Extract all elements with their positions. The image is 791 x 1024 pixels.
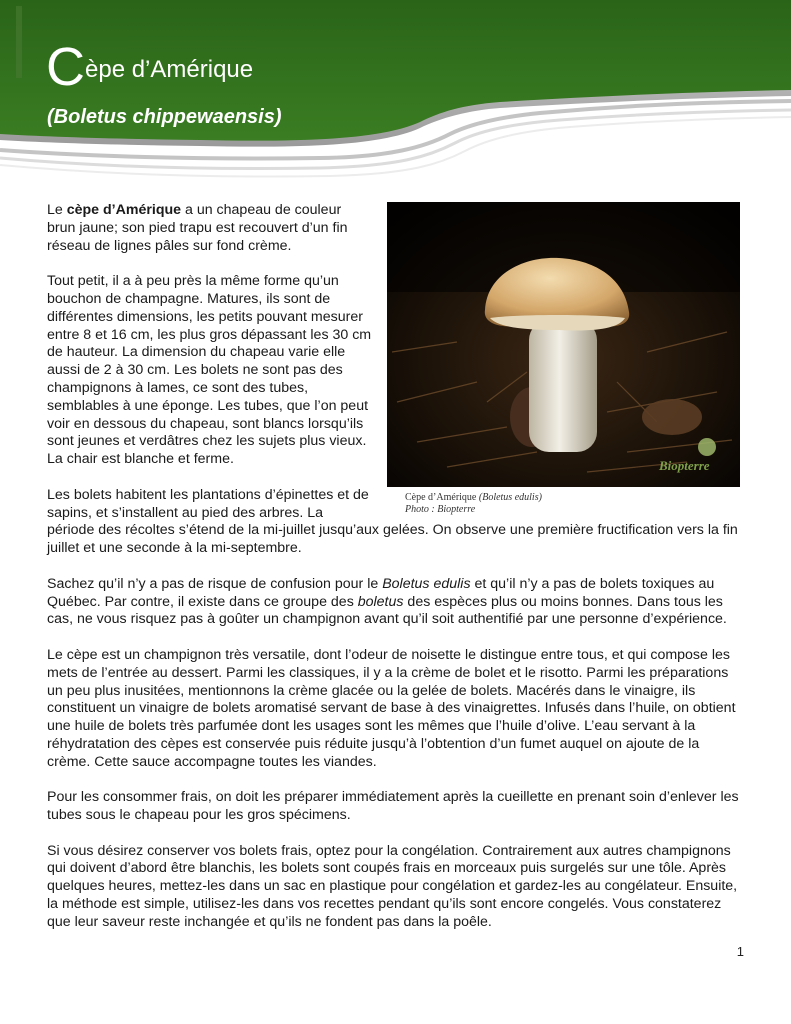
photo-watermark: Biopterre <box>659 458 710 473</box>
caption-name: Cèpe d’Amérique <box>405 492 477 503</box>
page-subtitle: (Boletus chippewaensis) <box>47 106 282 128</box>
page-number: 1 <box>736 944 744 959</box>
text-run: et qu’il n’y a pas de bolets toxiques au Québec. Par contre, il existe dans ce groupe des <box>47 575 715 610</box>
text-run: Sachez qu’il n’y a pas de risque de confusion pour le <box>47 575 383 592</box>
latin-name: Boletus edulis <box>382 575 471 592</box>
paragraph-habitat: Les bolets habitent les plantations d’épinettes et de sapins, et s’installent au pied des arbres. La période des récoltes s’étend de la mi-juillet jusqu’aux gelées. On observe une première fructification vers la fin juillet et une seconde à la mi-septembre. <box>47 486 738 557</box>
page-title <box>46 37 254 97</box>
mushroom-photo <box>387 202 740 487</box>
caption-credit: Photo : Biopterre <box>405 504 476 515</box>
mushroom-figure <box>387 202 740 516</box>
paragraph-shape: Tout petit, il a à peu près la même forme qu’un bouchon de champagne. Matures, ils sont de différentes dimensions, les petits pouvant mesurer entre 8 et 16 cm, les plus gros dépassant les 30 cm de hauteur. La dimension du chapeau varie elle aussi de 2 à 30 cm. Les bolets ne sont pas des champignons à lames, ce sont des tubes, semblables à une éponge. Les tubes, que l’on peut voir en dessous du chapeau, sont blancs lorsqu’ils sont jeunes et verdâtres chez les sujets plus vieux. La chair est blanche et ferme. <box>47 273 372 468</box>
paragraph-freezing: Si vous désirez conserver vos bolets frais, optez pour la congélation. Contrairement aux autres champignons qui doivent d’abord être blanchis, les bolets sont coupés frais en morceaux puis surgelés sur une tôle. Après quelques heures, mettez-les dans un sac en plastique pour congélation et gardez-les au congélateur. Ensuite, la méthode est simple, utilisez-les dans vos recettes pendant qu’ils sont encore congelés. Vous constaterez que leur saveur reste inchangée et qu’ils ne fondent pas dans la poêle. <box>47 842 738 930</box>
title-initial: C <box>46 37 85 97</box>
title-rest: èpe d’Amérique <box>85 56 254 83</box>
paragraph-uses: Le cèpe est un champignon très versatile, dont l’odeur de noisette le distingue entre tous, et qui compose les mets de l’entrée au dessert. Parmi les classiques, il y a la crème de bolet et le risotto. Parmi les préparations un peu plus inusitées, mentionnons la crème glacée ou la gelée de bolets. Macérés dans le vinaigre, ils constituent un vinaigre de bolets aromatisé servant de base à des vinaigrettes. Infusés dans l’huile, on obtient une huile de bolets très parfumée dont les usages sont les mêmes que l’huile d’olive. L’eau servant à la réhydratation des cèpes est conservée puis réduite jusqu’à l’obtention d’un fumet auquel on ajoute de la crème. Cette sauce accompagne toutes les viandes. <box>47 646 736 770</box>
species-name: cèpe d’Amérique <box>66 202 182 218</box>
latin-name: boletus <box>357 593 404 610</box>
text-run: a un chapeau de couleur brun jaune; son pied trapu est recouvert d’un fin réseau de lignes pâles sur fond crème. <box>47 202 348 254</box>
paragraph-fresh: Pour les consommer frais, on doit les préparer immédiatement après la cueillette en prenant soin d’enlever les tubes sous le chapeau pour les gros spécimens. <box>47 789 739 824</box>
text-run: des espèces plus ou moins bonnes. Dans tous les cas, ne vous risquez pas à goûter un champignon avant qu’il soit authentifié par une personne d’expérience. <box>47 593 727 628</box>
caption-latin: (Boletus edulis) <box>478 492 542 503</box>
article-body <box>47 202 740 949</box>
photo-caption <box>405 492 740 516</box>
paragraph-confusion <box>47 576 740 629</box>
text-run: Le <box>47 202 67 218</box>
